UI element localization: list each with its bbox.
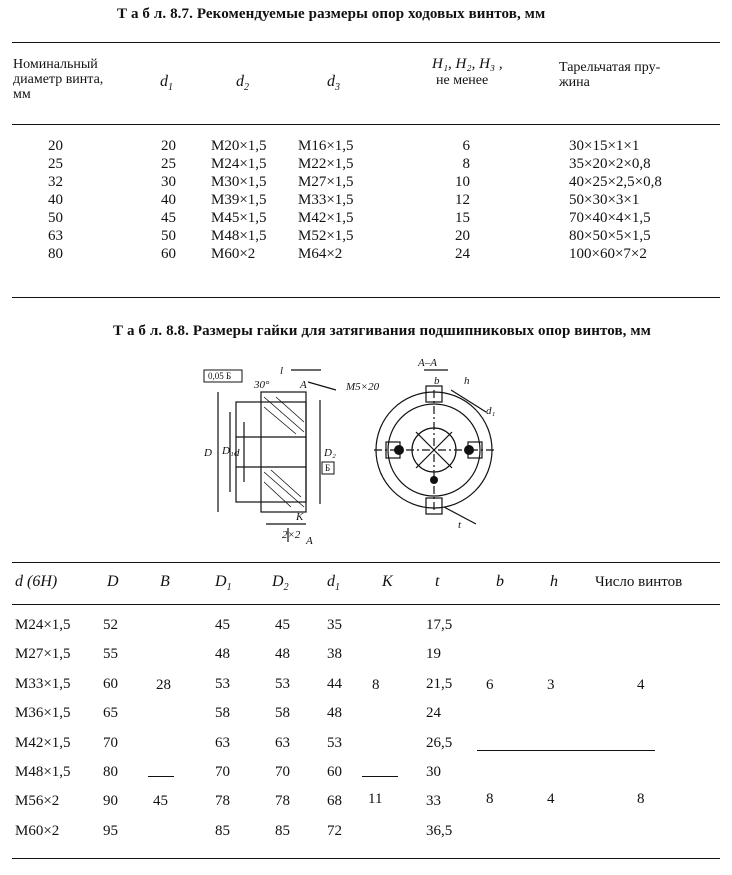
table1-caption: Т а б л. 8.7. Рекомендуемые размеры опор ходовых винтов, мм <box>117 6 546 22</box>
t2-cell-d: M60×2 <box>15 822 60 839</box>
t1-cell: 20 <box>48 138 63 154</box>
t2-cell-d: M27×1,5 <box>15 646 71 663</box>
t1-cell: 20 <box>161 138 176 154</box>
t2-cell-d1: 72 <box>327 822 342 839</box>
t1-cell: M42×1,5 <box>298 210 354 226</box>
t2-header-D1: $D_1$ <box>215 573 232 594</box>
table1-top-rule <box>12 42 720 43</box>
label-h: h <box>464 375 470 387</box>
t2-h-group2: 4 <box>547 791 555 807</box>
t2-cell-d1: 48 <box>327 705 342 722</box>
t2-cell-D1: 63 <box>215 734 230 751</box>
t1-cell: 12 <box>455 192 470 208</box>
t1-cell: M39×1,5 <box>211 192 267 208</box>
t2-K-group1: 8 <box>372 677 380 693</box>
group-separator-B <box>148 776 174 777</box>
t2-cell-d: M56×2 <box>15 793 60 810</box>
t1-cell: 40 <box>161 192 176 208</box>
t1-cell: 50 <box>161 228 176 244</box>
t1-cell: M52×1,5 <box>298 228 354 244</box>
t2-cell-D2: 85 <box>275 822 290 839</box>
t2-header-d1: $d_1$ <box>327 573 340 594</box>
t2-cell-D: 95 <box>103 822 118 839</box>
t2-h-group1: 3 <box>547 677 555 693</box>
t2-b-group2: 8 <box>486 791 494 807</box>
t2-cell-D: 65 <box>103 705 118 722</box>
label-dims-bottom: 2×2 <box>282 529 301 541</box>
t2-header-t: t <box>435 573 440 590</box>
t2-cell-d: M33×1,5 <box>15 675 71 692</box>
label-l: l <box>280 365 284 377</box>
label-d: d <box>234 447 240 459</box>
table2-top-rule <box>12 562 720 563</box>
t1-cell: 45 <box>161 210 176 226</box>
t1-header-H: H₁, H₂, H₃ , не менее <box>432 56 503 88</box>
t2-cell-D2: 70 <box>275 764 290 780</box>
t2-cell-d1: 68 <box>327 793 342 810</box>
t1-cell: 8 <box>462 156 470 172</box>
label-D2: D₂ <box>324 447 336 459</box>
t2-cell-D2: 48 <box>275 646 290 663</box>
t1-header-spring: Тарельчатая пру- жина <box>559 60 661 90</box>
t2-b-group1: 6 <box>486 677 494 693</box>
label-thread: М5×20 <box>346 381 380 393</box>
t1-cell: 30×15×1×1 <box>569 138 640 154</box>
t1-header-d1: $d_1$ <box>160 73 173 94</box>
t1-header-d2: $d_2$ <box>236 73 249 94</box>
t2-screws-group1: 4 <box>637 677 645 693</box>
t2-cell-d1: 44 <box>327 675 342 692</box>
t2-cell-D: 60 <box>103 675 118 692</box>
label-b: b <box>434 375 440 387</box>
t2-B-group1: 28 <box>156 677 171 693</box>
table2-header-rule <box>12 604 720 605</box>
t2-header-d: d (6H) <box>15 573 58 590</box>
table2-bottom-rule <box>12 858 720 859</box>
t1-cell: 10 <box>455 174 470 190</box>
t2-cell-d: M42×1,5 <box>15 734 71 751</box>
t1-cell: 30 <box>161 174 176 190</box>
t1-cell: M45×1,5 <box>211 210 267 226</box>
t1-cell: M22×1,5 <box>298 156 354 172</box>
t2-cell-D2: 58 <box>275 705 290 722</box>
t1-cell: M64×2 <box>298 246 343 262</box>
t2-B-group2: 45 <box>153 793 168 809</box>
group-separator-right <box>477 750 655 751</box>
t1-cell: 80 <box>48 246 63 262</box>
t1-cell: 40×25×2,5×0,8 <box>569 174 662 190</box>
t1-cell: M60×2 <box>211 246 256 262</box>
table1-bottom-rule <box>12 297 720 298</box>
t1-cell: M30×1,5 <box>211 174 267 190</box>
t2-cell-t: 30 <box>426 764 441 780</box>
t1-cell: 24 <box>455 246 470 262</box>
t2-cell-d: M24×1,5 <box>15 617 71 633</box>
group-separator-K <box>362 776 398 777</box>
t2-cell-D2: 45 <box>275 617 290 633</box>
t1-cell: M33×1,5 <box>298 192 354 208</box>
t2-header-h: h <box>550 573 558 590</box>
t2-cell-D1: 53 <box>215 675 230 692</box>
t1-cell: 50 <box>48 210 63 226</box>
t2-cell-t: 24 <box>426 705 441 722</box>
t2-cell-D: 52 <box>103 617 118 633</box>
t2-cell-D1: 85 <box>215 822 230 839</box>
t2-cell-D1: 58 <box>215 705 230 722</box>
t1-cell: 15 <box>455 210 470 226</box>
t2-cell-t: 21,5 <box>426 675 453 692</box>
t2-cell-t: 26,5 <box>426 734 453 751</box>
t1-cell: 60 <box>161 246 176 262</box>
t2-cell-t: 36,5 <box>426 822 453 839</box>
t1-cell: M48×1,5 <box>211 228 267 244</box>
t2-cell-D: 70 <box>103 734 118 751</box>
t2-header-b: b <box>496 573 504 590</box>
t1-cell: 35×20×2×0,8 <box>569 156 651 172</box>
table1-header-rule <box>12 124 720 125</box>
t1-header-d3: $d_3$ <box>327 73 340 94</box>
t1-cell: 40 <box>48 192 63 208</box>
t2-screws-group2: 8 <box>637 791 645 807</box>
t1-cell: 50×30×3×1 <box>569 192 640 208</box>
nut-drawing <box>196 352 506 547</box>
label-D1: D₁ <box>222 445 234 457</box>
t2-header-K: K <box>382 573 393 590</box>
label-angle: 30° <box>254 379 270 391</box>
t1-cell: 63 <box>48 228 63 244</box>
t2-cell-D1: 45 <box>215 617 230 633</box>
t1-cell: 6 <box>462 138 470 154</box>
t2-cell-d1: 38 <box>327 646 342 663</box>
t1-cell: M16×1,5 <box>298 138 354 154</box>
t2-cell-t: 17,5 <box>426 617 453 633</box>
t2-cell-d: M36×1,5 <box>15 705 71 722</box>
t1-cell: M27×1,5 <box>298 174 354 190</box>
label-section: А–А <box>418 357 437 369</box>
t2-header-D2: $D_2$ <box>272 573 289 594</box>
t2-K-group2: 11 <box>368 791 383 807</box>
t2-header-screws: Число винтов <box>595 574 683 590</box>
base-box: Б <box>325 463 331 473</box>
t2-cell-D1: 78 <box>215 793 230 810</box>
t1-cell: 20 <box>455 228 470 244</box>
t2-header-B: B <box>160 573 170 590</box>
t2-cell-t: 33 <box>426 793 441 810</box>
t1-cell: 32 <box>48 174 63 190</box>
t2-cell-D: 90 <box>103 793 118 810</box>
t2-cell-D: 80 <box>103 764 118 780</box>
t1-header-nominal: Номинальный диаметр винта, мм <box>13 57 104 102</box>
label-D: D <box>204 447 212 459</box>
t2-cell-d1: 60 <box>327 764 342 780</box>
label-arrow-top: А <box>300 379 307 391</box>
label-arrow-bottom: А <box>306 535 313 547</box>
t2-cell-D: 55 <box>103 646 118 663</box>
t2-cell-D1: 48 <box>215 646 230 663</box>
table2-caption: Т а б л. 8.8. Размеры гайки для затягивания подшипниковых опор винтов, мм <box>113 323 651 339</box>
label-d1: d₁ <box>486 405 496 417</box>
t1-cell: 25 <box>48 156 63 172</box>
nut-side-outline <box>236 402 306 502</box>
t2-cell-D2: 78 <box>275 793 290 810</box>
tol-box: 0,05 Б <box>208 371 232 381</box>
t1-cell: 70×40×4×1,5 <box>569 210 651 226</box>
t1-cell: M20×1,5 <box>211 138 267 154</box>
t1-cell: 100×60×7×2 <box>569 246 647 262</box>
t1-cell: 25 <box>161 156 176 172</box>
t1-cell: 80×50×5×1,5 <box>569 228 651 244</box>
t2-cell-D2: 53 <box>275 675 290 692</box>
t2-cell-d: M48×1,5 <box>15 764 71 780</box>
t2-cell-D2: 63 <box>275 734 290 751</box>
t1-cell: M24×1,5 <box>211 156 267 172</box>
label-K: K <box>296 511 304 523</box>
label-t: t <box>458 519 462 531</box>
t2-cell-t: 19 <box>426 646 441 663</box>
t2-header-D: D <box>107 573 119 590</box>
t2-cell-d1: 53 <box>327 734 342 751</box>
t2-cell-d1: 35 <box>327 617 342 633</box>
t2-cell-D1: 70 <box>215 764 230 780</box>
